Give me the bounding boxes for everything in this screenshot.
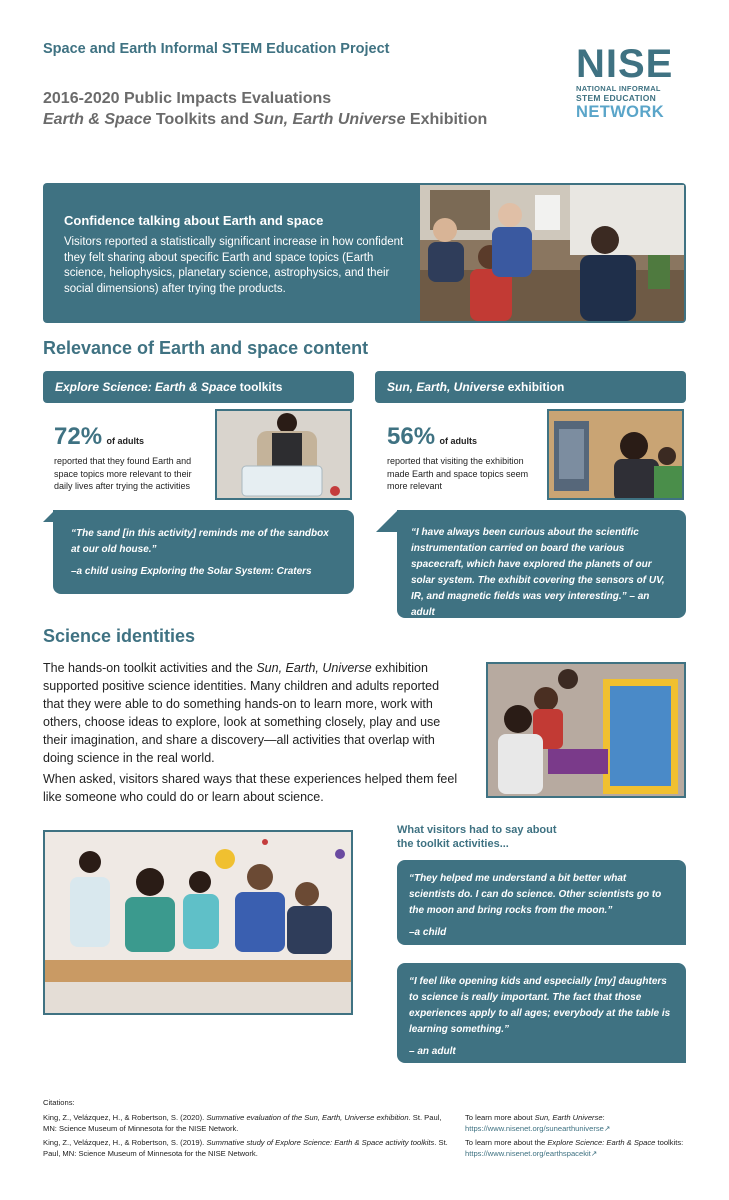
report-title-line1: 2016-2020 Public Impacts Evaluations bbox=[43, 90, 332, 107]
toolkit-photo bbox=[215, 409, 352, 500]
exhibition-quote-bubble: “I have always been curious about the scientific instrumentation carried on board the various spacecraft, which have explored the planets of our solar system. The exhibit covering the sensors of UV, IR, and magnetic fields was very interesting.” – an adult bbox=[397, 510, 686, 618]
toolkit-bubble-tail bbox=[43, 510, 55, 522]
exhibit-kids-photo-illustration bbox=[488, 664, 686, 798]
toolkit-photo-illustration bbox=[217, 411, 352, 500]
learn-more-toolkits: To learn more about the Explore Science: Earth & Space toolkits: https://www.nisenet.org/earthspacekit↗ bbox=[465, 1138, 684, 1158]
nise-logo: NISE NATIONAL INFORMAL STEM EDUCATION NETWORK bbox=[576, 44, 686, 121]
exhibition-tab: Sun, Earth, Universe exhibition bbox=[375, 371, 686, 403]
exhibition-percent-row: 56% of adults bbox=[387, 423, 477, 450]
toolkit-stat-text: reported that they found Earth and space topics more relevant to their daily lives after trying the activities bbox=[54, 456, 192, 491]
classroom-photo bbox=[420, 185, 684, 321]
toolkit-percent: 72% bbox=[54, 423, 103, 450]
confidence-text: Visitors reported a statistically significant increase in how confident they felt sharing about specific Earth and space topics (Earth science, heliophysics, planetary science, astrophysics, and their social dimensions) after trying the products. bbox=[64, 236, 404, 295]
exhibition-stat-text: reported that visiting the exhibition made Earth and space topics seem more relevant bbox=[387, 456, 529, 491]
learn-more-exhibition: To learn more about Sun, Earth Universe: https://www.nisenet.org/sunearthuniverse↗ bbox=[465, 1113, 611, 1133]
child-quote-bubble: “They helped me understand a bit better what scientists do. I can do science. Other scientists go to the moon and bring rocks from the moon.” –a child bbox=[397, 860, 686, 945]
citation-2: King, Z., Velázquez, H., & Robertson, S. (2019). Summative study of Explore Science: Earth & Space activity toolkits. St. Paul, MN: Science Museum of Minnesota for the NISE Network. bbox=[43, 1138, 448, 1158]
toolkits-tab: Explore Science: Earth & Space toolkits bbox=[43, 371, 354, 403]
identities-heading: Science identities bbox=[43, 626, 196, 646]
adult-bubble-tail bbox=[666, 1043, 686, 1063]
exhibition-percent: 56% bbox=[387, 423, 436, 450]
report-title-line2: Earth & Space Toolkits and Sun, Earth Universe Exhibition bbox=[43, 111, 488, 128]
exhibition-photo bbox=[547, 409, 684, 500]
toolkits-link[interactable]: https://www.nisenet.org/earthspacekit↗ bbox=[465, 1148, 598, 1158]
exhibition-link[interactable]: https://www.nisenet.org/sunearthuniverse↗ bbox=[465, 1123, 611, 1133]
classroom-photo-illustration bbox=[420, 185, 684, 321]
logo-wordmark: NISE bbox=[576, 42, 674, 86]
confidence-heading: Confidence talking about Earth and space bbox=[64, 213, 324, 228]
exhibit-kids-photo bbox=[486, 662, 686, 798]
family-activity-photo bbox=[43, 830, 353, 1015]
child-bubble-tail bbox=[666, 925, 686, 945]
adult-quote-bubble: “I feel like opening kids and especially [my] daughters to science is really important. The fact that those experiences apply to all ages; everybody at the table is learning something.” – an adult bbox=[397, 963, 686, 1063]
toolkit-quote-bubble: “The sand [in this activity] reminds me of the sandbox at our old house.” –a child using Exploring the Solar System: Craters bbox=[53, 510, 354, 594]
family-activity-photo-illustration bbox=[45, 832, 353, 1015]
citations-label: Citations: bbox=[43, 1098, 75, 1107]
relevance-heading: Relevance of Earth and space content bbox=[43, 338, 369, 358]
identities-paragraph-1: The hands-on toolkit activities and the Sun, Earth, Universe exhibition supported positive science identities. Many children and adults reported that they were able to do something hands-on to learn more, work with others, choose ideas to explore, look at something closely, play and use their imagination, and share a discovery—all activities that overlap with doing science in the real world. bbox=[43, 661, 441, 765]
project-title: Space and Earth Informal STEM Education Project bbox=[43, 41, 390, 57]
identities-paragraph-2: When asked, visitors shared ways that these experiences helped them feel like someone who could do or learn about science. bbox=[43, 772, 458, 804]
exhibition-bubble-tail bbox=[376, 510, 398, 532]
citation-1: King, Z., Velázquez, H., & Robertson, S. (2020). Summative evaluation of the Sun, Earth, Universe exhibition. St. Paul, MN: Science Museum of Minnesota for the NISE Network. bbox=[43, 1113, 442, 1133]
exhibition-photo-illustration bbox=[549, 411, 684, 500]
toolkit-percent-row: 72% of adults bbox=[54, 423, 144, 450]
visitor-say-heading: What visitors had to say about the toolkit activities... bbox=[397, 824, 557, 850]
